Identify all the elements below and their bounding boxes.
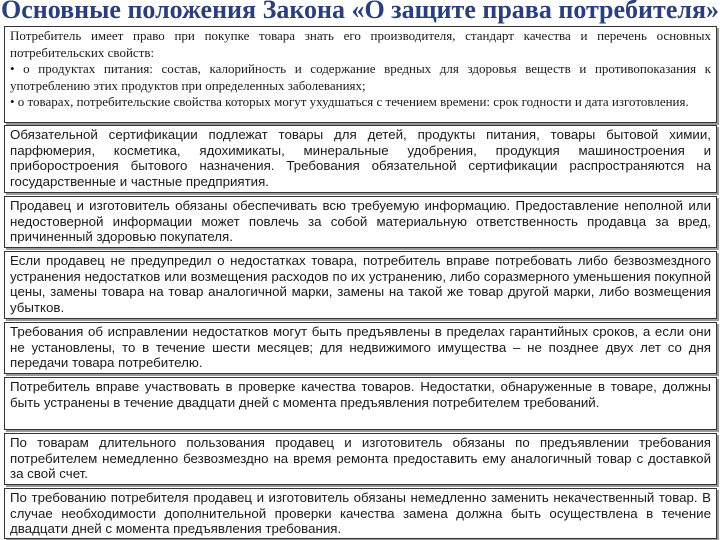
provision-row-info-rights xyxy=(4,26,717,123)
provision-text: Требования об исправлении недостатков могут быть предъявлены в пределах гарантийных сроков, а если они не установлены, то в течение шести месяцев; для недвижимого имущества – не позднее двух лет со дня передачи товара потребителю. xyxy=(10,324,711,371)
provision-row-warranty-terms xyxy=(4,322,717,374)
slide-title: Основные положения Закона «О защите права потребителя» xyxy=(0,0,720,24)
provision-row-replacement-goods xyxy=(4,433,717,485)
provision-text: Потребитель вправе участвовать в проверке качества товаров. Недостатки, обнаруженные в товаре, должны быть устранены в течение двадцати дней с момента предъявления потребителем требований. xyxy=(10,379,711,410)
provision-text: По товарам длительного пользования продавец и изготовитель обязаны по предъявлении требования потребителем немедленно безвозмездно на время ремонта предоставить ему аналогичный товар с доставкой за свой счет. xyxy=(10,435,711,482)
provision-text: Продавец и изготовитель обязаны обеспечивать всю требуемую информацию. Предоставление неполной или недостоверной информации может повлечь за собой материальную ответственность продавца за вред, причиненный здоровью покупателя. xyxy=(10,198,711,245)
provision-text: По требованию потребителя продавец и изготовитель обязаны немедленно заменить некачественный товар. В случае необходимости дополнительной проверки качества замена должна быть осуществлена в течение двадцати дней с момента предъявления требования. xyxy=(10,490,711,537)
provision-text: Если продавец не предупредил о недостатках товара, потребитель вправе потребовать либо безвозмездного устранения недостатков или возмещения расходов по их устранению, либо соразмерного уменьшения покупной цены, замены товара на товар аналогичной марки, замены на такой же товар другой марки, либо возмещения убытков. xyxy=(10,253,711,315)
provision-bullet-shelf-life: • о товарах, потребительские свойства которых могут ухудшаться с течением времени: срок годности и дата изготовления. xyxy=(10,94,689,110)
provision-text: Потребитель имеет право при покупке товара знать его производителя, стандарт качества и перечень основных потребительских свойств: xyxy=(10,28,711,60)
provision-row-information-duty xyxy=(4,196,717,248)
provision-row-defect-remedies xyxy=(4,251,717,319)
provision-bullet-food: • о продуктах питания: состав, калорийность и содержание вредных для здоровья веществ и противопоказания к употреблению этих продуктов при определенных заболеваниях; xyxy=(10,61,711,93)
provision-row-certification xyxy=(4,125,717,193)
provision-row-quality-check xyxy=(4,377,717,430)
provision-row-replacement-demand xyxy=(4,488,717,539)
provision-text: Обязательной сертификации подлежат товары для детей, продукты питания, товары бытовой химии, парфюмерия, косметика, ядохимикаты, минеральные удобрения, продукция машиностроения и приборостроения бытового назначения. Требования обязательной сертификации распространяются на государственные и частные предприятия. xyxy=(10,127,711,189)
